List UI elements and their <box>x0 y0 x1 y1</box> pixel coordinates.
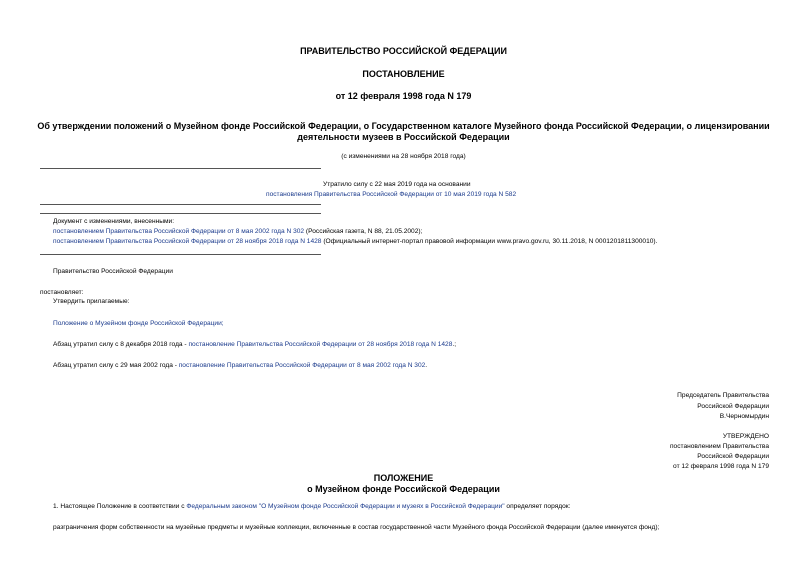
body-resolves: постановляет: <box>40 289 84 296</box>
divider <box>40 254 321 255</box>
paragraph-repealed-1-text: Абзац утратил силу с 8 декабря 2018 года - <box>53 341 189 348</box>
changes-intro: Документ с изменениями, внесенными: <box>53 218 175 225</box>
signature-country: Российской Федерации <box>697 403 769 410</box>
paragraph-repealed-2-tail: . <box>425 362 428 369</box>
regulation-title: ПОЛОЖЕНИЕ <box>373 473 434 483</box>
approved-by: постановлением Правительства <box>669 443 769 450</box>
changes-item-2-link[interactable]: постановлением Правительства Российской Федерации от 28 ноября 2018 года N 1428 <box>53 238 322 245</box>
amended-note: (с изменениями на 28 ноября 2018 года) <box>341 153 466 160</box>
divider <box>40 168 321 169</box>
government-heading: ПРАВИТЕЛЬСТВО РОССИЙСКОЙ ФЕДЕРАЦИИ <box>300 46 507 56</box>
doc-type: ПОСТАНОВЛЕНИЕ <box>362 69 445 79</box>
regulation-subtitle: о Музейном фонде Российской Федерации <box>307 484 500 494</box>
regulation-link[interactable]: Положение о Музейном фонде Российской Федерации; <box>53 320 224 327</box>
body-government: Правительство Российской Федерации <box>53 268 173 275</box>
signature-title: Председатель Правительства <box>677 392 769 399</box>
paragraph-repealed-1-link[interactable]: постановление Правительства Российской Федерации от 28 ноября 2018 года N 1428 <box>188 341 453 348</box>
regulation-paragraph-2: разграничения форм собственности на музейные предметы и музейные коллекции, включенные в состав государственной части Музейного фонда Российской Федерации (далее именуется фонд); <box>53 524 660 531</box>
repeal-text: Утратило силу с 22 мая 2019 года на основании <box>323 181 471 188</box>
regulation-p1-tail: определяет порядок: <box>504 503 571 510</box>
doc-title-line1: Об утверждении положений о Музейном фонде Российской Федерации, о Государственном каталоге Музейного фонда Российской Федерации, о лицензировании <box>37 121 770 131</box>
changes-item-2-tail: (Официальный интернет-портал правовой информации www.pravo.gov.ru, 30.11.2018, N 0001201811300010). <box>321 238 658 245</box>
federal-law-link[interactable]: Федеральным законом "О Музейном фонде Российской Федерации и музеях в Российской Федерации" <box>186 503 505 510</box>
paragraph-repealed-2-link[interactable]: постановление Правительства Российской Федерации от 8 мая 2002 года N 302 <box>178 362 426 369</box>
divider <box>40 204 321 205</box>
doc-title-line2: деятельности музеев в Российской Федерации <box>297 132 510 142</box>
changes-item-2 <box>53 238 657 245</box>
regulation-p1-text: 1. Настоящее Положение в соответствии с <box>53 503 187 510</box>
paragraph-repealed-1 <box>53 341 456 348</box>
repeal-link[interactable]: постановления Правительства Российской Федерации от 10 мая 2019 года N 582 <box>266 191 517 198</box>
divider <box>40 213 321 214</box>
changes-item-1 <box>53 228 422 235</box>
changes-item-1-link[interactable]: постановлением Правительства Российской Федерации от 8 мая 2002 года N 302 <box>53 228 305 235</box>
signature-name: В.Черномырдин <box>719 413 769 420</box>
approved-date: от 12 февраля 1998 года N 179 <box>673 463 769 470</box>
changes-item-1-tail: (Российская газета, N 88, 21.05.2002); <box>304 228 423 235</box>
paragraph-repealed-1-tail: .; <box>452 341 457 348</box>
approved-label: УТВЕРЖДЕНО <box>722 433 769 440</box>
body-approve: Утвердить прилагаемые: <box>53 298 130 305</box>
doc-date-number: от 12 февраля 1998 года N 179 <box>335 91 472 101</box>
approved-country: Российской Федерации <box>697 453 769 460</box>
paragraph-repealed-2 <box>53 362 427 369</box>
regulation-paragraph-1 <box>53 503 571 510</box>
paragraph-repealed-2-text: Абзац утратил силу с 29 мая 2002 года - <box>53 362 179 369</box>
